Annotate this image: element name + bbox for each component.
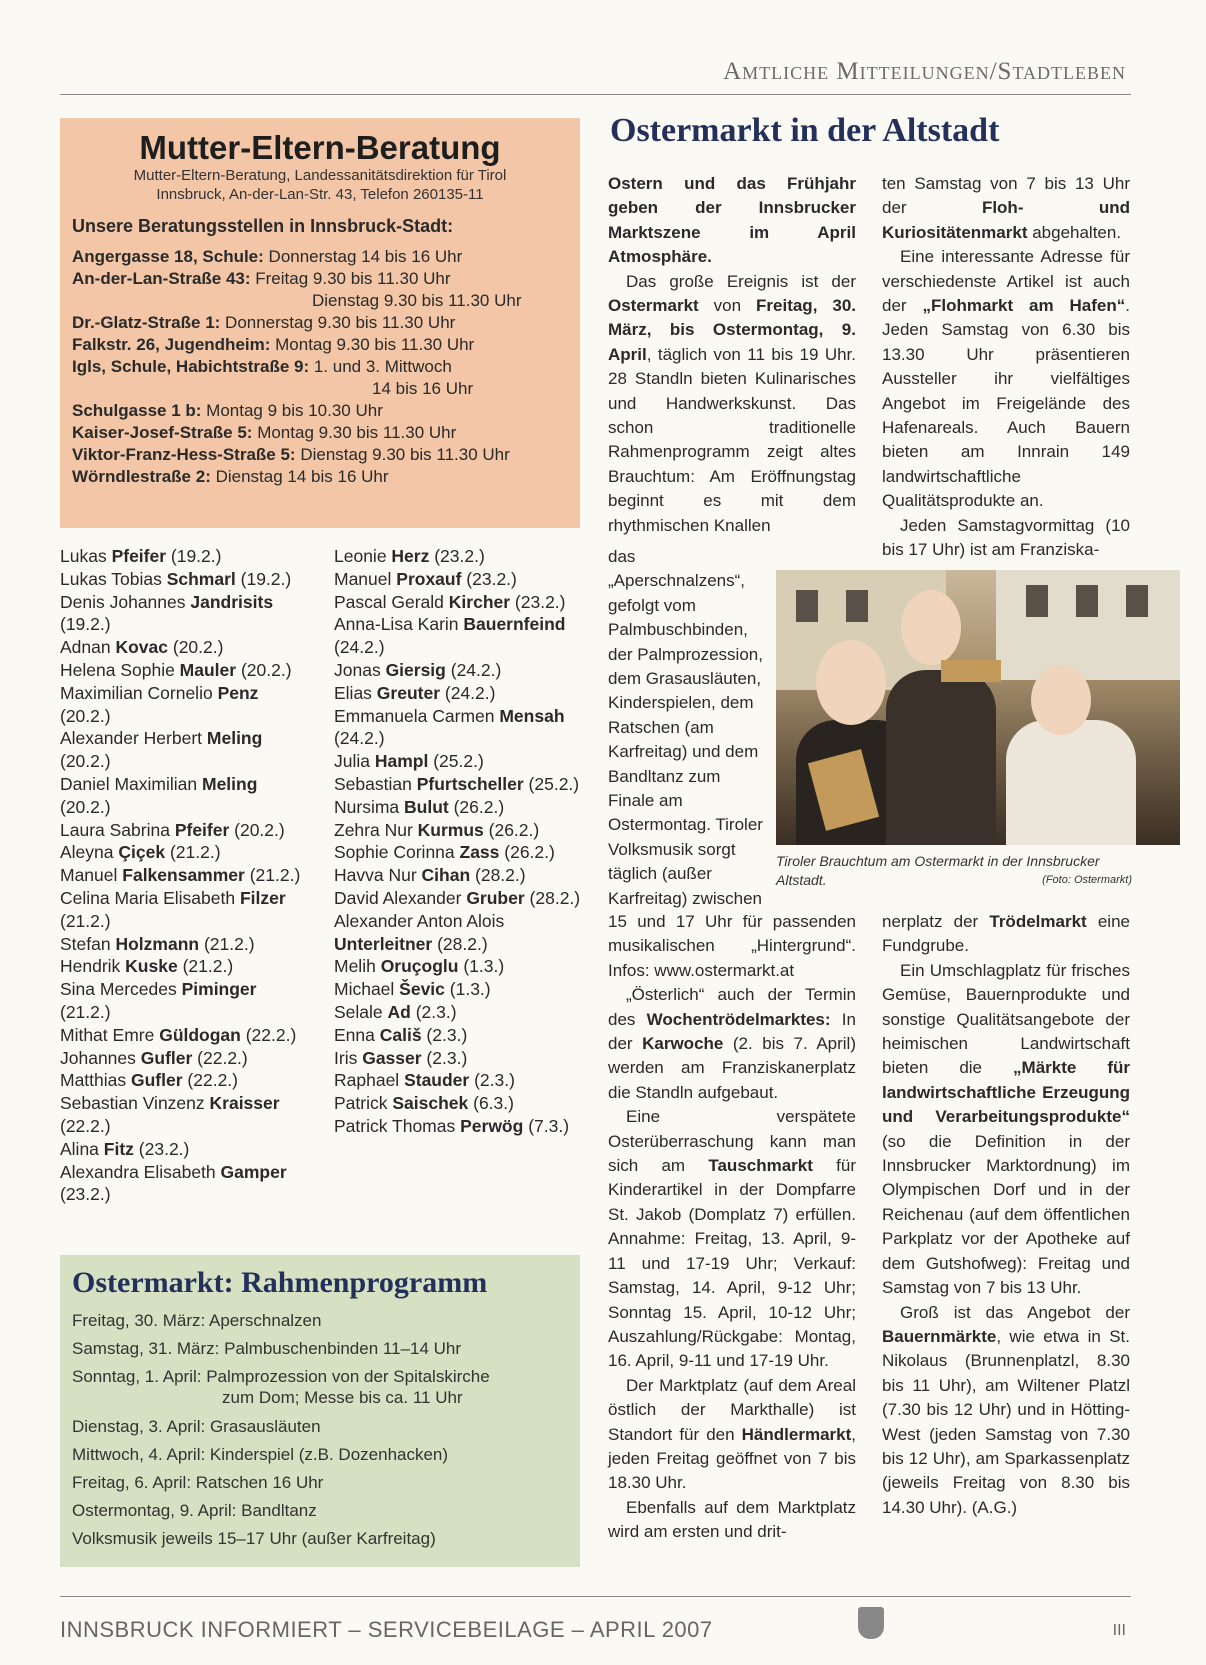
birth-entry: Daniel Maximilian Meling (20.2.) — [60, 773, 258, 817]
birth-entry: Zehra Nur Kurmus (26.2.) — [334, 819, 540, 840]
birth-entry: Mithat Emre Güldogan (22.2.) — [60, 1024, 297, 1045]
article-paragraph: Eine verspätete Osterüberraschung kann man sich am Tauschmarkt für Kinderartikel in der Dompfarre St. Jakob (Domplatz 7) erfüllen. Annahme: Freitag, 13. April, 9-11 und 17-19 Uhr; Verkauf: Samstag, 14. April, 9-12 Uhr; Sonntag 15. April, 10-12 Uhr; Auszahlung/Rückgabe: Montag, 16. April, 9-11 und 17-19 Uhr. — [608, 1107, 857, 1371]
beratung-row: Dienstag 9.30 bis 11.30 Uhr — [312, 291, 522, 310]
birth-entry: Patrick Saischek (6.3.) — [334, 1093, 514, 1114]
beratung-box — [60, 118, 580, 528]
beratung-row: Angergasse 18, Schule: Donnerstag 14 bis 16 Uhr — [72, 247, 463, 266]
city-crest-icon — [858, 1607, 884, 1639]
beratung-list — [72, 246, 568, 488]
article-col1-bottom: 15 und 17 Uhr für passenden musikalischen „Hintergrund“. Infos: www.ostermarkt.at „Österlich“ auch der Termin des Wochentrödelmarktes: In der Karwoche (2. bis 7. April) werden am Franziskanerplatz die Standln aufgebaut. Eine verspätete Osterüberraschung kann man sich am Tauschmarkt für Kinderartikel in der Dompfarre St. Jakob (Domplatz 7) erfüllen. Annahme: Freitag, 13. April, 9-11 und 17-19 Uhr; Verkauf: Samstag, 14. April, 9-12 Uhr; Sonntag 15. April, 10-12 Uhr; Auszahlung/Rückgabe: Montag, 16. April, 9-11 und 17-19 Uhr. Der Marktplatz (auf dem Areal östlich der Markthalle) ist Standort für den Händlermarkt, jeden Freitag geöffnet von 7 bis 18.30 Uhr. Ebenfalls auf dem Marktplatz wird am ersten und drit- — [608, 910, 856, 1545]
birth-entry: Alexandra Elisabeth Gamper (23.2.) — [60, 1161, 287, 1205]
beratung-address-2: Innsbruck, An-der-Lan-Str. 43, Telefon 260135-11 — [156, 186, 484, 203]
birth-entry: Sebastian Pfurtscheller (25.2.) — [334, 773, 580, 794]
birth-entry: David Alexander Gruber (28.2.) — [334, 887, 581, 908]
birth-entry: Alina Fitz (23.2.) — [60, 1138, 190, 1159]
article-paragraph: „Österlich“ auch der Termin des Wochentrödelmarktes: In der Karwoche (2. bis 7. April) werden am Franziskanerplatz die Standln aufgebaut. — [608, 985, 856, 1102]
beratung-row: 14 bis 16 Uhr — [372, 379, 474, 398]
births-column-2 — [334, 545, 581, 1138]
photo-caption: Tiroler Brauchtum am Ostermarkt in der Innsbrucker Altstadt. (Foto: Ostermarkt) — [776, 853, 1132, 888]
birth-entry: Patrick Thomas Perwög (7.3.) — [334, 1115, 570, 1136]
birth-entry: Raphael Stauder (2.3.) — [334, 1070, 515, 1091]
birth-entry: Anna-Lisa Karin Bauernfeind (24.2.) — [334, 614, 566, 658]
birth-entry: Johannes Gufler (22.2.) — [60, 1047, 248, 1068]
article-paragraph: Groß ist das Angebot der Bauernmärkte, wie etwa in St. Nikolaus (Brunnenplatzl, 8.30 bis 11 Uhr), am Wiltener Platzl (7.30 bis 12 Uhr) und in Hötting-West (jeden Samstag von 7.30 bis 12 Uhr), am Sparkassenplatz (jeweils Freitag von 8.30 bis 14.30 Uhr). (A.G.) — [882, 1302, 1130, 1517]
birth-entry: Sophie Corinna Zass (26.2.) — [334, 842, 555, 863]
birth-entry: Iris Gasser (2.3.) — [334, 1047, 468, 1068]
rahmen-event: Volksmusik jeweils 15–17 Uhr (außer Karfreitag) — [72, 1529, 436, 1548]
article-col2-top: ten Samstag von 7 bis 13 Uhr der Floh- und Kuriositätenmarkt abgehalten. Eine interessante Adresse für verschiedenste Artikel ist auch der „Flohmarkt am Hafen“. Jeden Samstag von 6.30 bis 13.30 Uhr präsentieren Aussteller ihr vielfältiges Angebot im Freigelände des Hafenareals. Auch Bauern bieten am Innrain 149 landwirtschaftliche Qualitätsprodukte an. Jeden Samstagvormittag (10 bis 17 Uhr) ist am Franziska- — [882, 172, 1130, 563]
divider-bottom — [60, 1596, 1131, 1597]
birth-entry: Leonie Herz (23.2.) — [334, 546, 485, 566]
birth-entry: Nursima Bulut (26.2.) — [334, 796, 505, 817]
birth-entry: Manuel Falkensammer (21.2.) — [60, 865, 301, 886]
birth-entry: Lukas Pfeifer (19.2.) — [60, 546, 222, 566]
beratung-row: Viktor-Franz-Hess-Straße 5: Dienstag 9.30 bis 11.30 Uhr — [72, 445, 510, 464]
beratung-subtitle: Unsere Beratungsstellen in Innsbruck-Stadt: — [72, 216, 454, 236]
beratung-row: Falkstr. 26, Jugendheim: Montag 9.30 bis 11.30 Uhr — [72, 335, 475, 354]
birth-entry: Sina Mercedes Piminger (21.2.) — [60, 979, 257, 1022]
birth-entry: Pascal Gerald Kircher (23.2.) — [334, 591, 566, 612]
birth-entry: Enna Cališ (2.3.) — [334, 1024, 468, 1045]
birth-entry: Jonas Giersig (24.2.) — [334, 659, 502, 680]
beratung-row: Igls, Schule, Habichtstraße 9: 1. und 3. Mittwoch — [72, 357, 452, 376]
article-paragraph: Der Marktplatz (auf dem Areal östlich der Markthalle) ist Standort für den Händlermarkt, jeden Freitag geöffnet von 7 bis 18.30 Uhr. — [608, 1375, 856, 1493]
birth-entry: Selale Ad (2.3.) — [334, 1001, 457, 1022]
birth-entry: Aleyna Çiçek (21.2.) — [60, 842, 221, 863]
page-number: III — [1112, 1622, 1126, 1639]
ostermarkt-photo — [776, 570, 1180, 845]
birth-entry: Adnan Kovac (20.2.) — [60, 637, 224, 658]
rahmen-event: Dienstag, 3. April: Grasausläuten — [72, 1417, 321, 1436]
article-title: Ostermarkt in der Altstadt — [610, 112, 1000, 149]
article-col1-top — [608, 172, 856, 538]
beratung-row: Wörndlestraße 2: Dienstag 14 bis 16 Uhr — [72, 467, 389, 486]
birth-entry: Julia Hampl (25.2.) — [334, 751, 484, 772]
birth-entry: Elias Greuter (24.2.) — [334, 682, 496, 703]
birth-entry: Alexander Herbert Meling (20.2.) — [60, 728, 263, 772]
birth-entry: Laura Sabrina Pfeifer (20.2.) — [60, 819, 285, 840]
divider-top — [60, 94, 1131, 95]
birth-entry: Lukas Tobias Schmarl (19.2.) — [60, 568, 292, 589]
article-paragraph: Ebenfalls auf dem Marktplatz wird am ersten und drit- — [608, 1497, 856, 1542]
article-paragraph: Eine interessante Adresse für verschiedenste Artikel ist auch der „Flohmarkt am Hafen“. Jeden Samstag von 6.30 bis 13.30 Uhr präsentieren Aussteller ihr vielfältiges Angebot im Freigelände des Hafenareals. Auch Bauern bieten am Innrain 149 landwirtschaftliche Qualitätsprodukte an. — [882, 247, 1130, 511]
births-column-1 — [60, 545, 307, 1206]
article-lead: Ostern und das Frühjahr geben der Innsbrucker Marktszene im April Atmosphäre. — [608, 174, 856, 267]
birth-entry: Helena Sophie Mauler (20.2.) — [60, 659, 292, 680]
rahmen-event: Samstag, 31. März: Palmbuschenbinden 11–14 Uhr — [72, 1339, 462, 1358]
article-paragraph: Ein Umschlagplatz für frisches Gemüse, Bauernprodukte und sonstige Qualitätsangebote der heimischen Landwirtschaft bieten die „Märkte für landwirtschaftliche Erzeugung und Verarbeitungsprodukte“ (so die Definition in der Innsbrucker Marktordnung) im Olympischen Dorf und in der Reichenau (auf dem öffentlichen Parkplatz vor der Apotheke auf dem Gutshofweg): Freitag und Samstag von 7 bis 13 Uhr. — [882, 960, 1131, 1298]
rahmen-event: Freitag, 6. April: Ratschen 16 Uhr — [72, 1473, 324, 1492]
rahmenprogramm-box — [60, 1255, 580, 1567]
article-paragraph: Das große Ereignis ist der Ostermarkt von Freitag, 30. März, bis Ostermontag, 9. April, täglich von 11 bis 19 Uhr. 28 Standln bieten Kulinarisches und Handwerkskunst. Das schon traditionelle Rahmenprogramm zeigt altes Brauchtum: Am Eröffnungstag beginnt es mit dem rhythmischen Knallen — [608, 271, 856, 535]
birth-entry: Manuel Proxauf (23.2.) — [334, 568, 517, 589]
birth-entry: Maximilian Cornelio Penz (20.2.) — [60, 682, 259, 726]
birth-entry: Alexander Anton Alois Unterleitner (28.2.) — [334, 910, 505, 954]
birth-entry: Celina Maria Elisabeth Filzer (21.2.) — [60, 887, 286, 931]
birth-entry: Sebastian Vinzenz Kraisser (22.2.) — [60, 1093, 280, 1136]
rahmenprogramm-list — [72, 1307, 568, 1553]
rahmen-event: Mittwoch, 4. April: Kinderspiel (z.B. Dozenhacken) — [72, 1445, 449, 1464]
rahmen-event: Sonntag, 1. April: Palmprozession von der Spitalskirche zum Dom; Messe bis ca. 11 Uhr — [72, 1367, 490, 1407]
birth-entry: Havva Nur Cihan (28.2.) — [334, 865, 526, 886]
beratung-row: An-der-Lan-Straße 43: Freitag 9.30 bis 11.30 Uhr — [72, 269, 451, 288]
birth-entry: Michael Ševic (1.3.) — [334, 979, 491, 1000]
section-header: Amtliche Mitteilungen/Stadtleben — [723, 58, 1126, 85]
beratung-row: Schulgasse 1 b: Montag 9 bis 10.30 Uhr — [72, 401, 383, 420]
birth-entry: Emmanuela Carmen Mensah (24.2.) — [334, 705, 565, 749]
birth-entry: Melih Oruçoglu (1.3.) — [334, 956, 505, 977]
beratung-row: Kaiser-Josef-Straße 5: Montag 9.30 bis 11.30 Uhr — [72, 423, 457, 442]
article-paragraph: Jeden Samstagvormittag (10 bis 17 Uhr) ist am Franziska- — [882, 515, 1130, 560]
beratung-title: Mutter-Eltern-Beratung — [139, 129, 501, 166]
rahmenprogramm-title: Ostermarkt: Rahmenprogramm — [72, 1266, 488, 1299]
birth-entry: Hendrik Kuske (21.2.) — [60, 956, 234, 977]
rahmen-event: Ostermontag, 9. April: Bandltanz — [72, 1501, 317, 1520]
photo-credit: (Foto: Ostermarkt) — [1042, 874, 1132, 886]
beratung-row: Dr.-Glatz-Straße 1: Donnerstag 9.30 bis 11.30 Uhr — [72, 313, 456, 332]
article-col1-narrow: das „Aperschnalzens“, gefolgt vom Palmbuschbinden, der Palmprozession, dem Grasausläuten, Kinderspielen, dem Ratschen (am Karfreitag) und dem Bandltanz zum Finale am Ostermontag. Tiroler Volksmusik sorgt täglich (außer Karfreitag) zwischen — [608, 547, 763, 908]
birth-entry: Matthias Gufler (22.2.) — [60, 1070, 238, 1091]
footer-title: INNSBRUCK INFORMIERT – SERVICEBEILAGE – APRIL 2007 — [60, 1617, 713, 1642]
article-col2-bottom: nerplatz der Trödelmarkt eine Fundgrube. Ein Umschlagplatz für frisches Gemüse, Bauernprodukte und sonstige Qualitätsangebote der heimischen Landwirtschaft bieten die „Märkte für landwirtschaftliche Erzeugung und Verarbeitungsprodukte“ (so die Definition in der Innsbrucker Marktordnung) im Olympischen Dorf und in der Reichenau (auf dem öffentlichen Parkplatz vor der Apotheke auf dem Gutshofweg): Freitag und Samstag von 7 bis 13 Uhr. Groß ist das Angebot der Bauernmärkte, wie etwa in St. Nikolaus (Brunnenplatzl, 8.30 bis 11 Uhr), am Wiltener Platzl (7.30 bis 12 Uhr) und in Hötting-West (jeden Samstag von 7.30 bis 12 Uhr), am Sparkassenplatz (jeweils Freitag von 8.30 bis 14.30 Uhr). (A.G.) — [882, 910, 1130, 1520]
beratung-address-1: Mutter-Eltern-Beratung, Landessanitätsdirektion für Tirol — [133, 167, 507, 184]
birth-entry: Stefan Holzmann (21.2.) — [60, 933, 255, 954]
birth-entry: Denis Johannes Jandrisits (19.2.) — [60, 591, 274, 635]
rahmen-event: Freitag, 30. März: Aperschnalzen — [72, 1311, 322, 1330]
